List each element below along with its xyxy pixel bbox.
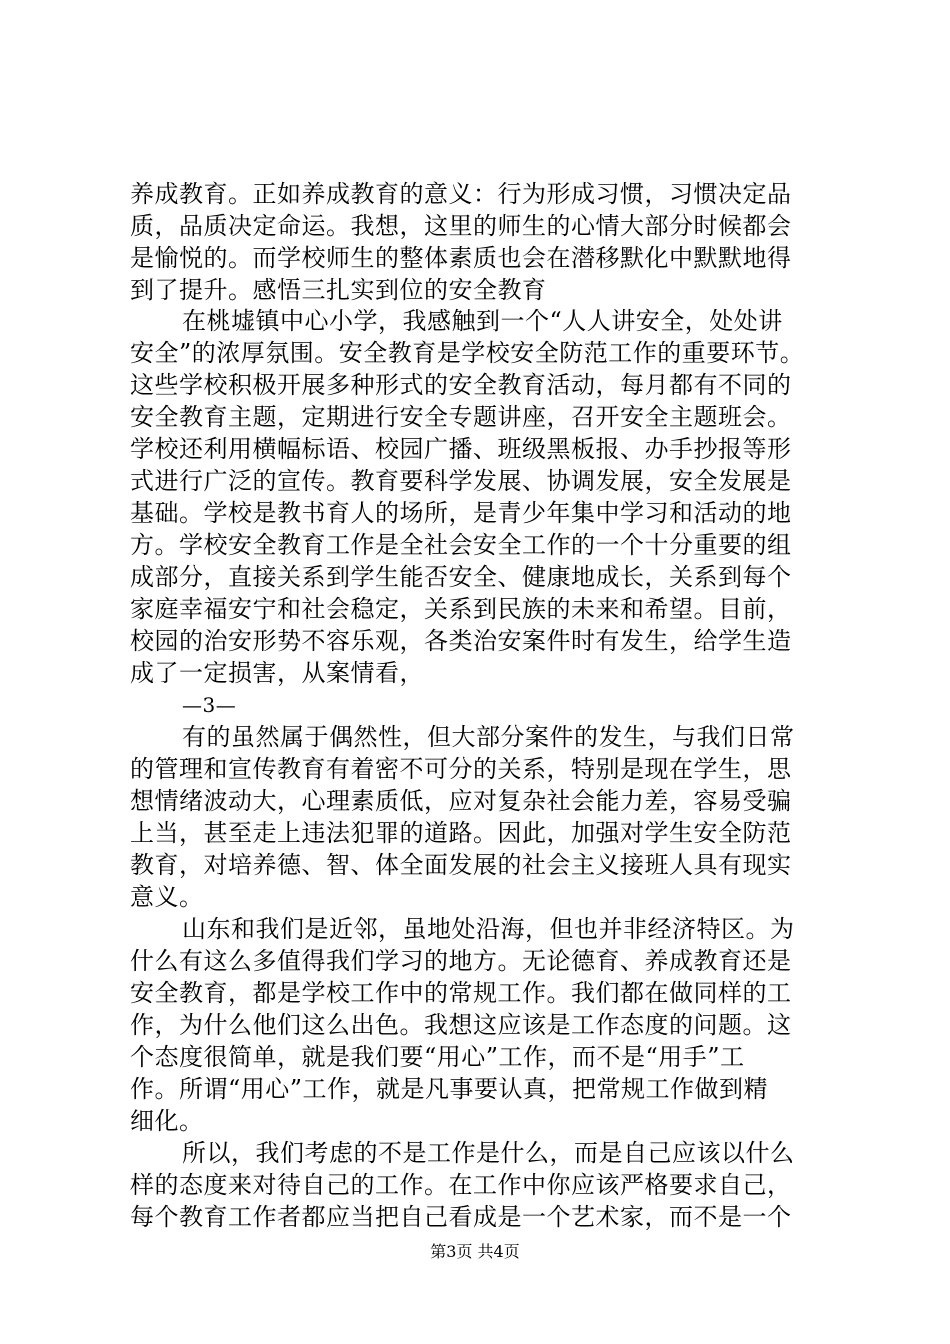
text-line: 作，为什么他们这么出色。我想这应该是工作态度的问题。这 <box>130 1011 792 1039</box>
text-line: 在桃墟镇中心小学，我感触到一个“人人讲安全，处处讲 <box>182 307 783 335</box>
text-line: 方。学校安全教育工作是全社会安全工作的一个十分重要的组 <box>130 531 792 559</box>
text-line: 所以，我们考虑的不是工作是什么，而是自己应该以什么 <box>182 1139 795 1167</box>
text-line: 的管理和宣传教育有着密不可分的关系，特别是现在学生，思 <box>130 755 792 783</box>
text-line: 校园的治安形势不容乐观，各类治安案件时有发生，给学生造 <box>130 627 792 655</box>
text-line: 教育，对培养德、智、体全面发展的社会主义接班人具有现实 <box>130 851 792 879</box>
text-line: 想情绪波动大，心理素质低，应对复杂社会能力差，容易受骗 <box>130 787 792 815</box>
text-line: 样的态度来对待自己的工作。在工作中你应该严格要求自己， <box>130 1171 792 1199</box>
text-line: 个态度很简单，就是我们要“用心”工作，而不是“用手”工 <box>130 1043 745 1071</box>
page-marker: —3— <box>182 693 237 717</box>
text-line: 山东和我们是近邻，虽地处沿海，但也并非经济特区。为 <box>182 915 795 943</box>
text-line: 安全”的浓厚氛围。安全教育是学校安全防范工作的重要环节。 <box>130 339 805 367</box>
text-line: 安全教育，都是学校工作中的常规工作。我们都在做同样的工 <box>130 979 792 1007</box>
text-line: 安全教育主题，定期进行安全专题讲座，召开安全主题班会。 <box>130 403 792 431</box>
text-line: 成了一定损害，从案情看， <box>130 659 424 687</box>
text-line: 成部分，直接关系到学生能否安全、健康地成长，关系到每个 <box>130 563 792 591</box>
text-line: 到了提升。感悟三扎实到位的安全教育 <box>130 276 547 304</box>
page-footer: 第3页 共4页 <box>430 1242 520 1261</box>
text-line: 作。所谓“用心”工作，就是凡事要认真，把常规工作做到精 <box>130 1075 769 1103</box>
text-line: 学校还利用横幅标语、校园广播、班级黑板报、办手抄报等形 <box>130 435 792 463</box>
text-line: 上当，甚至走上违法犯罪的道路。因此，加强对学生安全防范 <box>130 819 792 847</box>
text-line: 养成教育。正如养成教育的意义：行为形成习惯，习惯决定品 <box>130 180 792 208</box>
text-line: 质，品质决定命运。我想，这里的师生的心情大部分时候都会 <box>130 212 792 240</box>
text-line: 细化。 <box>130 1107 204 1135</box>
text-line: 有的虽然属于偶然性，但大部分案件的发生，与我们日常 <box>182 723 795 751</box>
text-line: 家庭幸福安宁和社会稳定，关系到民族的未来和希望。目前， <box>130 595 792 623</box>
text-line: 每个教育工作者都应当把自己看成是一个艺术家，而不是一个 <box>130 1203 792 1231</box>
text-line: 意义。 <box>130 883 204 911</box>
text-line: 基础。学校是教书育人的场所，是青少年集中学习和活动的地 <box>130 499 792 527</box>
text-line: 什么有这么多值得我们学习的地方。无论德育、养成教育还是 <box>130 947 792 975</box>
text-line: 是愉悦的。而学校师生的整体素质也会在潜移默化中默默地得 <box>130 244 792 272</box>
text-line: 这些学校积极开展多种形式的安全教育活动，每月都有不同的 <box>130 371 792 399</box>
text-line: 式进行广泛的宣传。教育要科学发展、协调发展，安全发展是 <box>130 467 792 495</box>
